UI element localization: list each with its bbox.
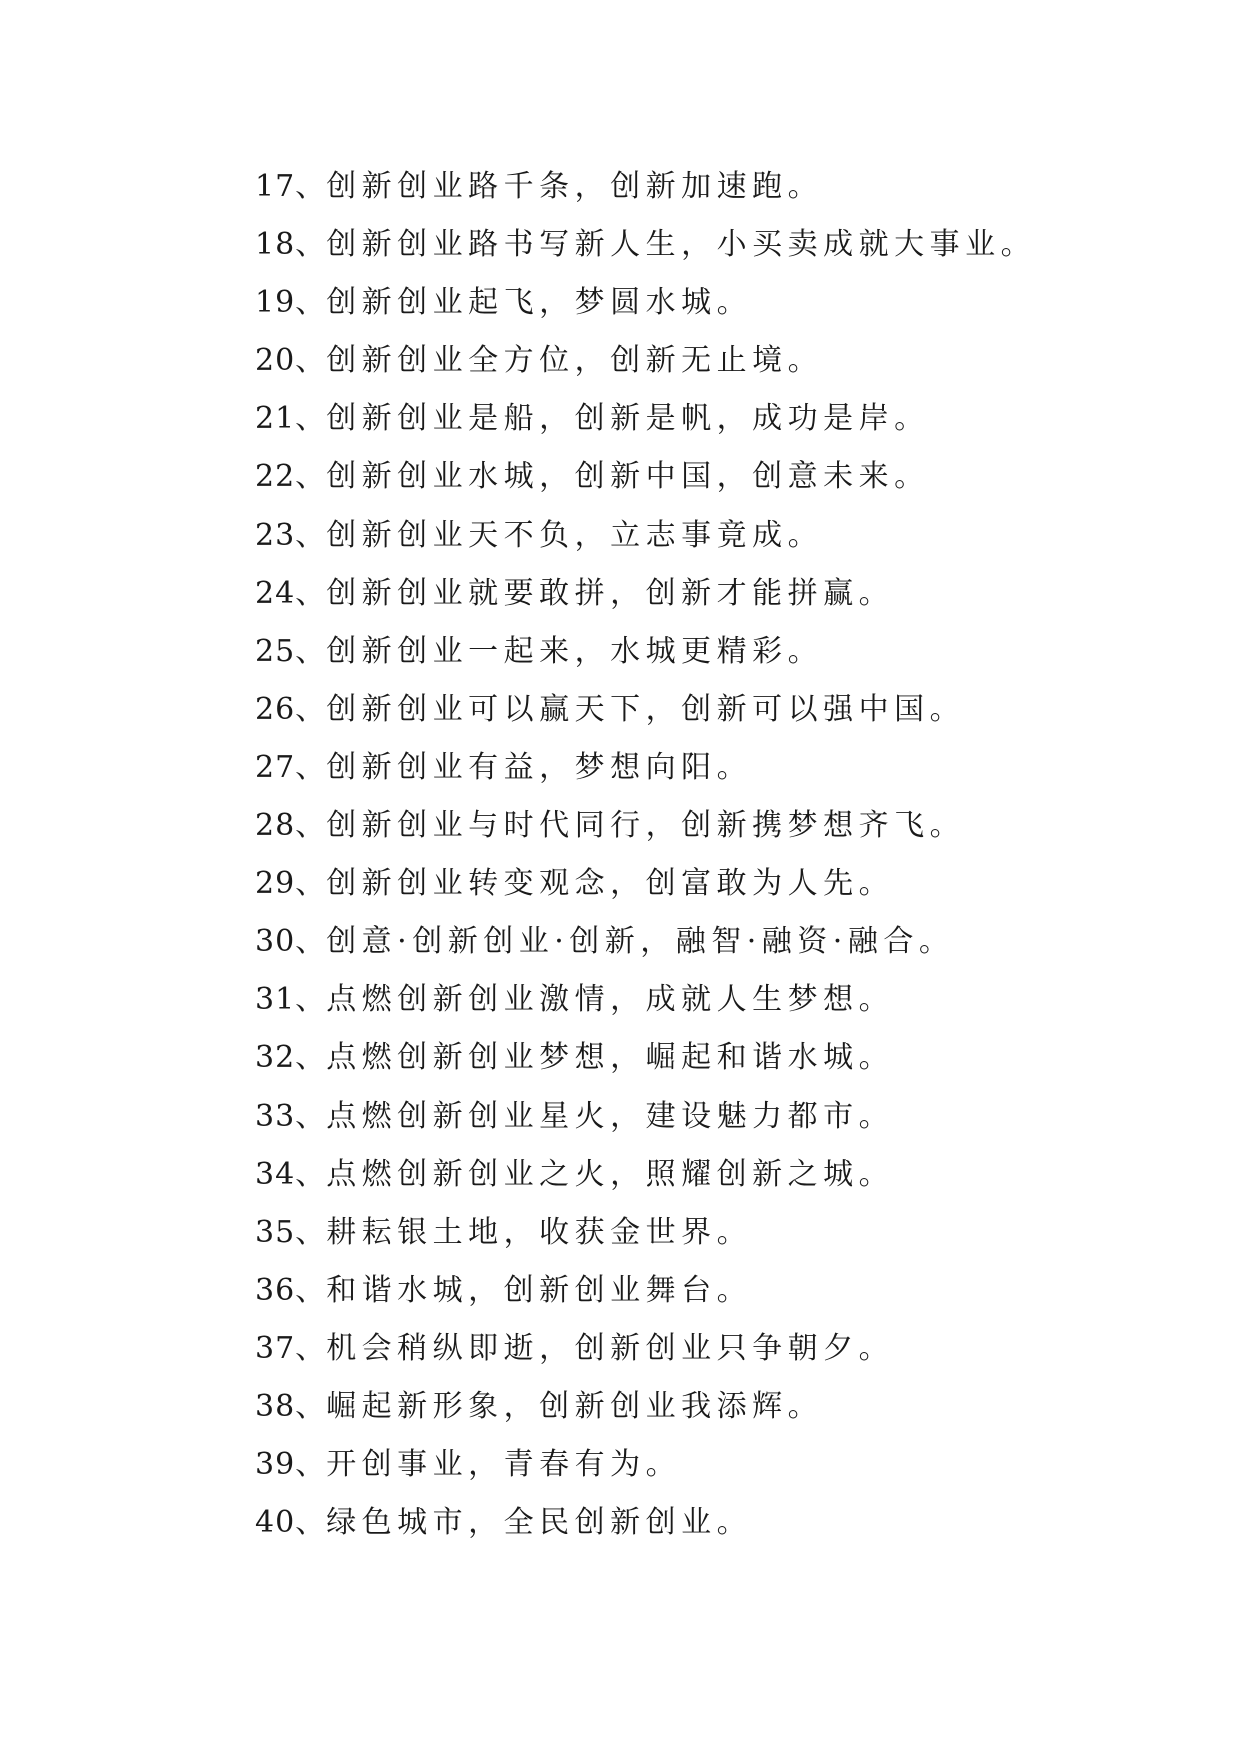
list-item — [255, 797, 1036, 855]
item-number: 32、 — [255, 1040, 327, 1076]
item-number: 39、 — [255, 1447, 327, 1483]
item-text: 创新创业水城，创新中国，创意未来。 — [326, 459, 930, 495]
item-number: 35、 — [255, 1214, 327, 1250]
list-item — [255, 158, 1036, 216]
list-item — [255, 507, 1036, 565]
item-number: 40、 — [255, 1505, 327, 1541]
list-item — [255, 1262, 1036, 1320]
item-text: 点燃创新创业星火，建设魅力都市。 — [326, 1098, 895, 1134]
item-number: 29、 — [255, 866, 327, 902]
item-number: 27、 — [255, 749, 327, 785]
list-item — [255, 1204, 1036, 1262]
item-number: 19、 — [255, 285, 327, 321]
list-item — [255, 681, 1036, 739]
item-number: 38、 — [255, 1388, 327, 1424]
item-number: 26、 — [255, 691, 327, 727]
slogan-list — [255, 158, 1036, 1552]
item-text: 创意·创新创业·创新，融智·融资·融合。 — [326, 924, 955, 960]
item-text: 创新创业全方位，创新无止境。 — [326, 343, 824, 379]
list-item — [255, 1436, 1036, 1494]
item-number: 34、 — [255, 1156, 327, 1192]
item-text: 崛起新形象，创新创业我添辉。 — [326, 1388, 824, 1424]
item-number: 25、 — [255, 633, 327, 669]
item-text: 点燃创新创业之火，照耀创新之城。 — [326, 1156, 895, 1192]
item-text: 机会稍纵即逝，创新创业只争朝夕。 — [326, 1330, 895, 1366]
item-text: 创新创业一起来，水城更精彩。 — [326, 633, 824, 669]
list-item — [255, 448, 1036, 506]
item-text: 耕耘银土地，收获金世界。 — [326, 1214, 753, 1250]
item-number: 17、 — [255, 169, 327, 204]
item-text: 点燃创新创业激情，成就人生梦想。 — [326, 982, 895, 1018]
item-number: 37、 — [255, 1330, 327, 1366]
item-number: 21、 — [255, 401, 327, 437]
item-number: 36、 — [255, 1272, 327, 1308]
item-text: 开创事业，青春有为。 — [326, 1447, 682, 1483]
item-text: 和谐水城，创新创业舞台。 — [326, 1272, 753, 1308]
list-item — [255, 274, 1036, 332]
item-text: 创新创业起飞，梦圆水城。 — [326, 285, 753, 321]
item-number: 30、 — [255, 924, 327, 960]
list-item — [255, 332, 1036, 390]
item-text: 创新创业路书写新人生，小买卖成就大事业。 — [326, 227, 1037, 263]
item-text: 创新创业转变观念，创富敢为人先。 — [326, 866, 895, 902]
item-text: 绿色城市，全民创新创业。 — [326, 1505, 753, 1541]
list-item — [255, 1378, 1036, 1436]
item-text: 创新创业天不负，立志事竟成。 — [326, 517, 824, 553]
list-item — [255, 1320, 1036, 1378]
item-text: 点燃创新创业梦想，崛起和谐水城。 — [326, 1040, 895, 1076]
list-item — [255, 971, 1036, 1029]
list-item — [255, 1088, 1036, 1146]
item-number: 20、 — [255, 343, 327, 379]
list-item — [255, 913, 1036, 971]
item-number: 22、 — [255, 459, 327, 495]
item-number: 24、 — [255, 575, 327, 611]
list-item — [255, 623, 1036, 681]
item-text: 创新创业有益，梦想向阳。 — [326, 749, 753, 785]
list-item — [255, 855, 1036, 913]
list-item — [255, 1146, 1036, 1204]
item-number: 33、 — [255, 1098, 327, 1134]
item-number: 18、 — [255, 227, 327, 263]
list-item — [255, 1494, 1036, 1552]
item-text: 创新创业与时代同行，创新携梦想齐飞。 — [326, 808, 966, 844]
list-item — [255, 1029, 1036, 1087]
item-number: 31、 — [255, 982, 327, 1018]
item-text: 创新创业是船，创新是帆，成功是岸。 — [326, 401, 930, 437]
item-number: 28、 — [255, 808, 327, 844]
item-number: 23、 — [255, 517, 327, 553]
item-text: 创新创业就要敢拼，创新才能拼赢。 — [326, 575, 895, 611]
list-item — [255, 390, 1036, 448]
item-text: 创新创业路千条，创新加速跑。 — [326, 169, 824, 204]
list-item — [255, 216, 1036, 274]
list-item — [255, 565, 1036, 623]
item-text: 创新创业可以赢天下，创新可以强中国。 — [326, 691, 966, 727]
list-item — [255, 739, 1036, 797]
